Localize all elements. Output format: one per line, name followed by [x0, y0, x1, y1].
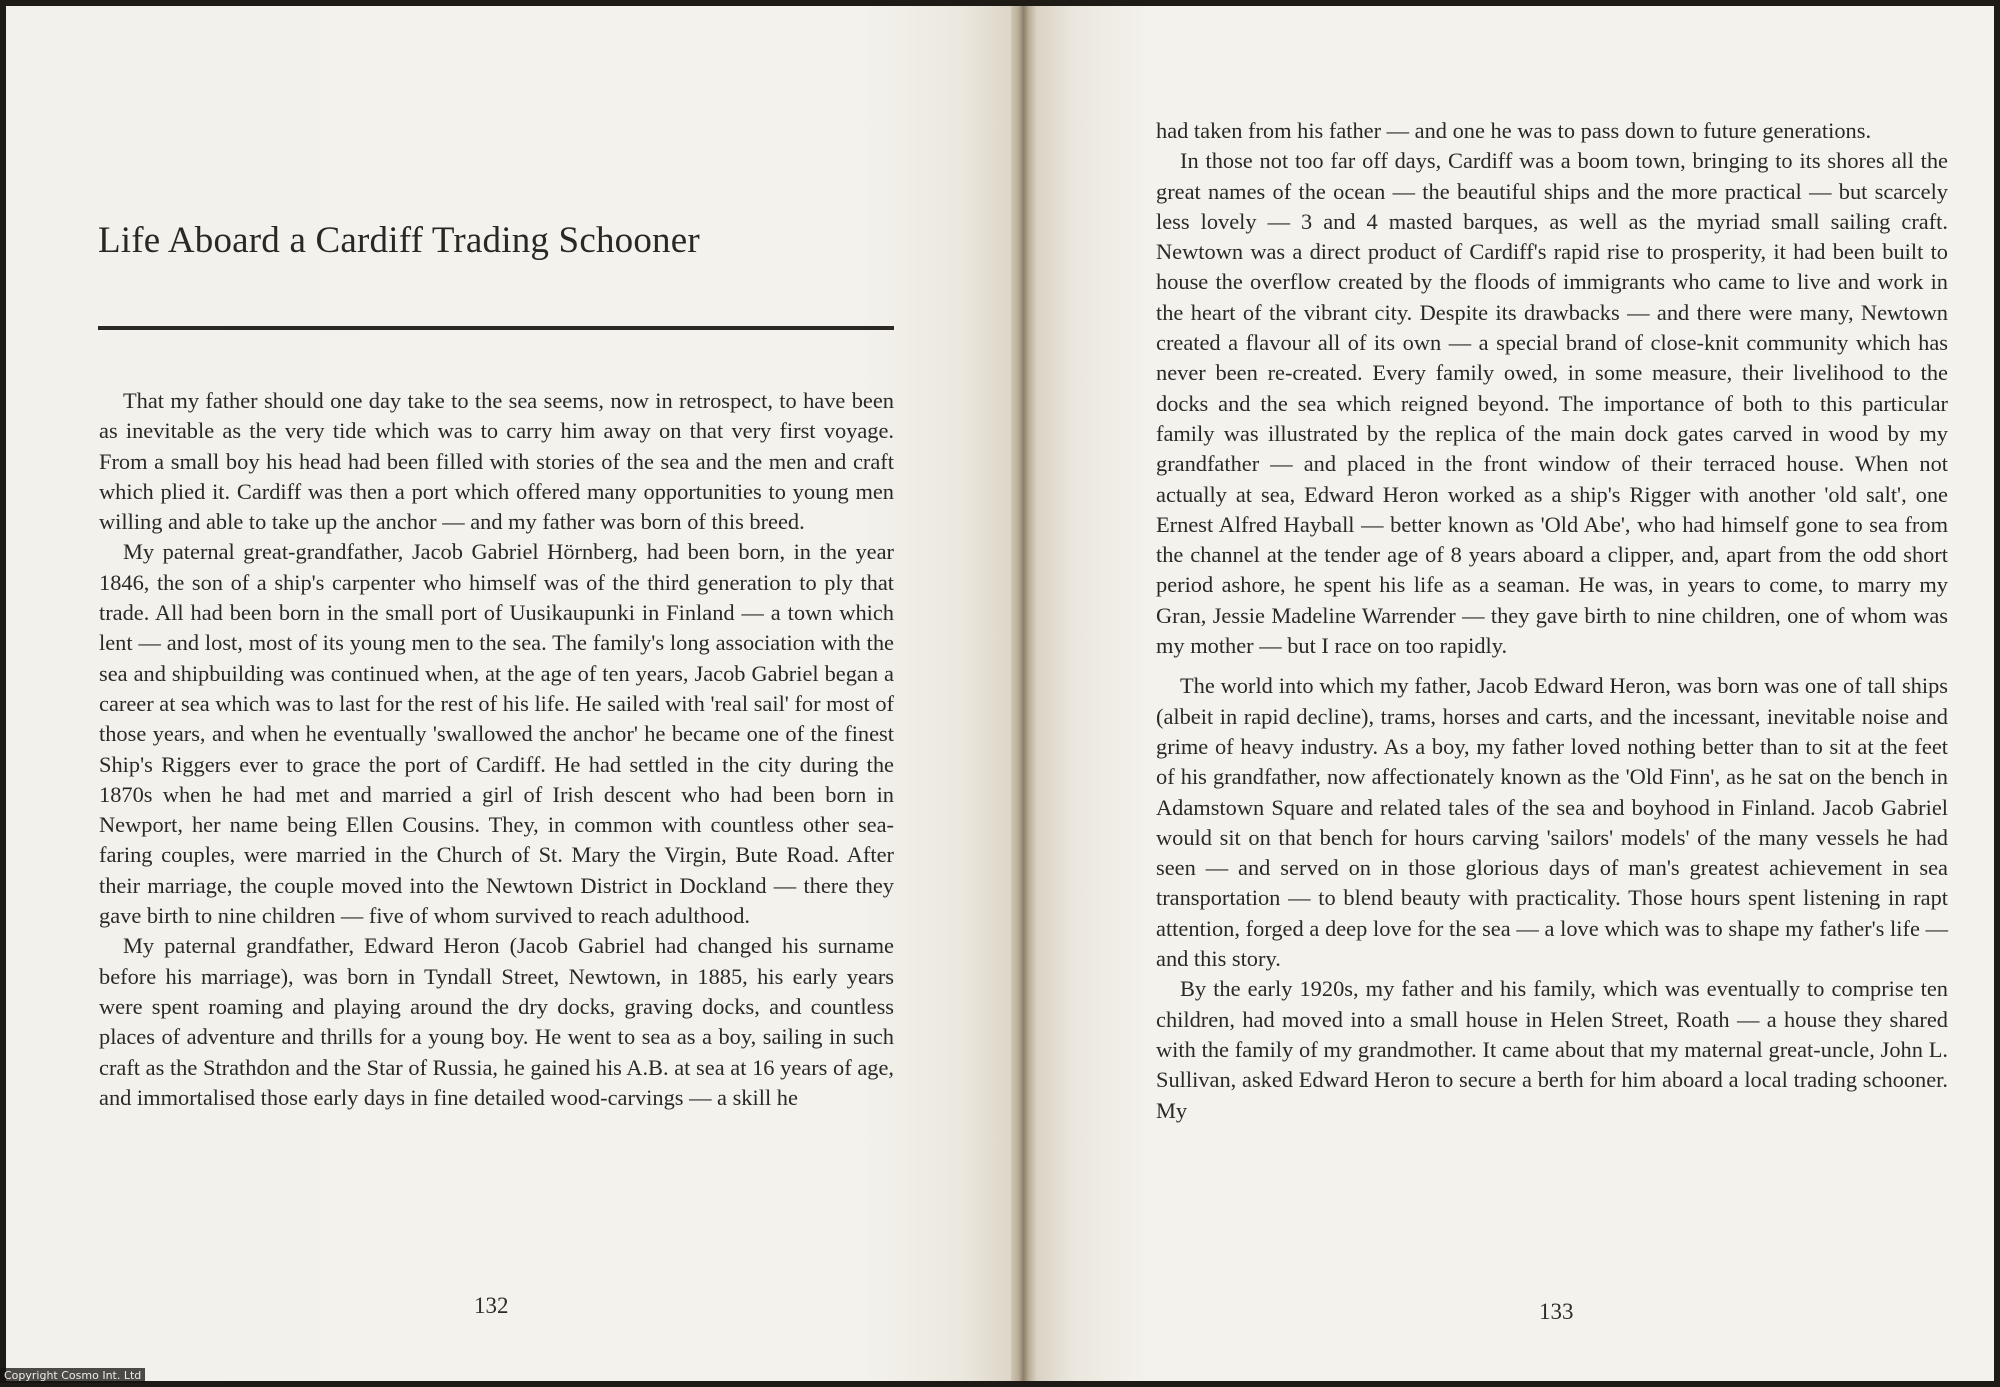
paragraph: In those not too far off days, Cardiff was a boom town, bringing to its shores all the great names of the ocean — the beautiful ships and the more practical — but scarcely less lovely — 3 and 4 masted barques, as well as the myriad small sailing craft. Newtown was a direct product of Cardiff's rapid rise to prosperity, it had been built to house the overflow created by the floods of immigrants who came to live and work in the heart of the vibrant city. Despite its drawbacks — and there were many, Newtown created a flavour all of its own — a special brand of close-knit community which has never been re-created. Every family owed, in some measure, their livelihood to the docks and the sea which reigned beyond. The importance of both to this particular family was illustrated by the replica of the main dock gates carved in wood by my grandfather — and placed in the front window of their terraced house. When not actually at sea, Edward Heron worked as a ship's Rigger with another 'old salt', one Ernest Alfred Hayball — better known as 'Old Abe', who had himself gone to sea from the channel at the tender age of 8 years aboard a clipper, and, apart from the odd short period ashore, he spent his life as a seaman. He was, in years to come, to marry my Gran, Jessie Madeline Warrender — they gave birth to nine children, one of whom was my mother — but I race on too rapidly.: [1156, 148, 1948, 659]
paragraph: That my father should one day take to the sea seems, now in retrospect, to have been as inevitable as the very tide which was to carry him away on that very first voyage. From a small boy his head had been filled with stories of the sea and the men and craft which plied it. Cardiff was then a port which offered many opportunities to young men willing and able to take up the anchor — and my father was born of this breed.: [99, 388, 894, 535]
copyright-watermark: Copyright Cosmo Int. Ltd: [0, 1368, 145, 1383]
right-page-text: [1156, 116, 1948, 1126]
paragraph: My paternal great-grandfather, Jacob Gabriel Hörnberg, had been born, in the year 1846, the son of a ship's carpenter who himself was of the third generation to ply that trade. All had been born in the small port of Uusikaupunki in Finland — a town which lent — and lost, most of its young men to the sea. The family's long association with the sea and shipbuilding was continued when, at the age of ten years, Jacob Gabriel began a career at sea which was to last for the rest of his life. He sailed with 'real sail' for most of those years, and when he eventually 'swallowed the anchor' he became one of the finest Ship's Riggers ever to grace the port of Cardiff. He had settled in the city during the 1870s when he had met and married a girl of Irish descent who had been born in Newport, her name being Ellen Cousins. They, in common with countless other sea-faring couples, were married in the Church of St. Mary the Virgin, Bute Road. After their marriage, the couple moved into the Newtown District in Dockland — there they gave birth to nine children — five of whom survived to reach adulthood.: [99, 539, 894, 929]
page-number-right: 133: [1539, 1299, 1574, 1324]
page-number-left: 132: [474, 1293, 509, 1318]
paragraph: My paternal grandfather, Edward Heron (Jacob Gabriel had changed his surname before his marriage), was born in Tyndall Street, Newtown, in 1885, his early years were spent roaming and playing around the dry docks, graving docks, and countless places of adventure and thrills for a young boy. He went to sea as a boy, sailing in such craft as the Strathdon and the Star of Russia, he gained his A.B. at sea at 16 years of age, and immortalised those early days in fine detailed wood-carvings — a skill he: [99, 933, 894, 1110]
book-spread: [6, 6, 1994, 1381]
book-gutter: [1011, 6, 1036, 1381]
paragraph: By the early 1920s, my father and his family, which was eventually to comprise ten children, had moved into a small house in Helen Street, Roath — a house they shared with the family of my grandmother. It came about that my maternal great-uncle, John L. Sullivan, asked Edward Heron to secure a berth for him aboard a local trading schooner. My: [1156, 976, 1948, 1123]
paragraph: had taken from his father — and one he was to pass down to future generations.: [1156, 118, 1872, 143]
paragraph: The world into which my father, Jacob Edward Heron, was born was one of tall ships (albeit in rapid decline), trams, horses and carts, and the incessant, inevitable noise and grime of heavy industry. As a boy, my father loved nothing better than to sit at the feet of his grandfather, now affectionately known as the 'Old Finn', as he sat on the bench in Adamstown Square and related tales of the sea and boyhood in Finland. Jacob Gabriel would sit on that bench for hours carving 'sailors' models' of the many vessels he had seen — and served on in those glorious days of man's greatest achievement in sea transportation — to blend beauty with practicality. Those hours spent listening in rapt attention, forged a deep love for the sea — a love which was to shape my father's life — and this story.: [1156, 673, 1948, 972]
left-page: [6, 6, 1011, 1381]
title-rule: [98, 326, 894, 330]
chapter-title: Life Aboard a Cardiff Trading Schooner: [98, 220, 700, 261]
left-page-text: [99, 386, 894, 1113]
